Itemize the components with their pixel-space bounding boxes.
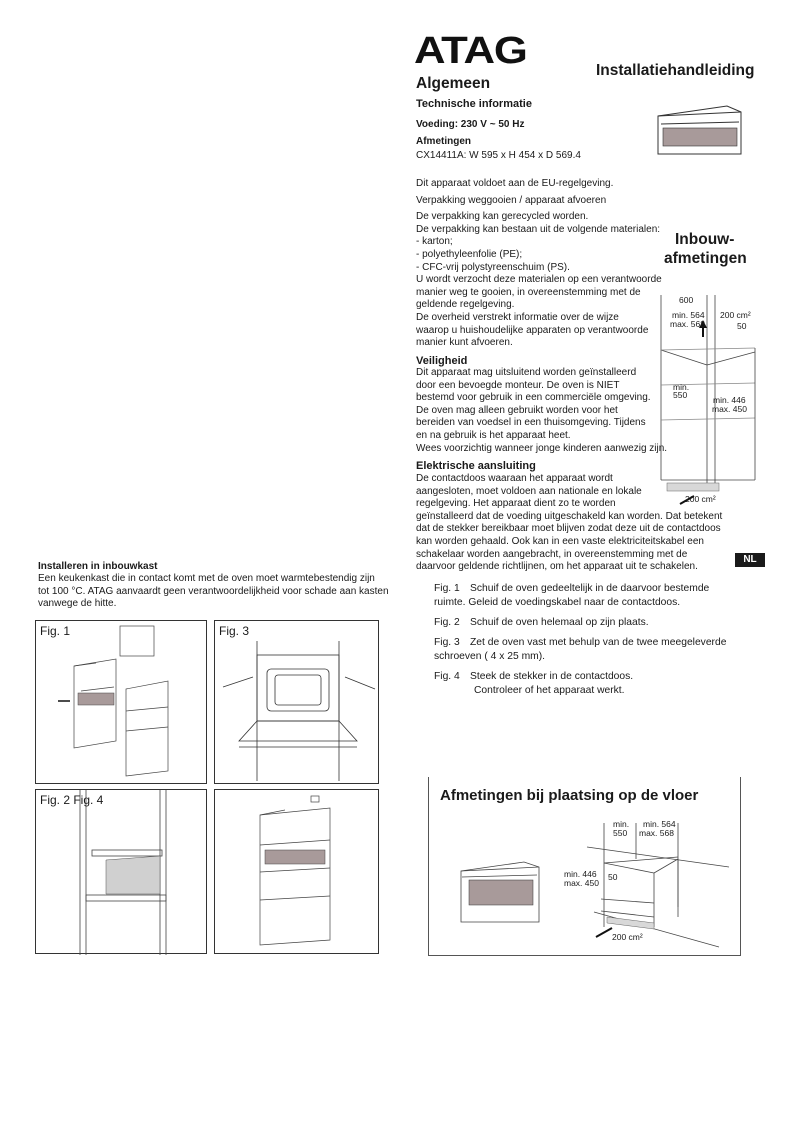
text-line: Een keukenkast die in contact komt met de oven moet warmtebestendig zijn [38, 573, 375, 584]
floor-dim-gap: 50 [608, 872, 618, 882]
step-text: Schuif de oven helemaal op zijn plaats. [470, 617, 649, 628]
oven-illustration [655, 102, 745, 158]
text-line: Dit apparaat voldoet aan de EU-regelgeving. [416, 178, 614, 189]
text-line: regelgeving. Het apparaat dient zo te worden [416, 498, 616, 510]
document-title: Installatiehandleiding [596, 62, 755, 79]
floor-dim-vent: 200 cm² [612, 932, 643, 942]
text-line: De verpakking kan bestaan uit de volgende materialen: [416, 223, 661, 235]
figure-2-4-label: Fig. 2 Fig. 4 [40, 793, 104, 807]
text-line: - polyethyleenfolie (PE); [416, 248, 523, 260]
floor-dim-max-450: max. 450 [564, 878, 599, 888]
text-line: bereiden van voedsel in een thuisomgeving. Tijdens [416, 417, 646, 429]
built-in-heading-1: Inbouw- [675, 231, 735, 248]
dim-max-568: max. 568 [670, 319, 705, 329]
dim-width: 600 [679, 295, 694, 305]
text-line: - CFC-vrij polystyreenschuim (PS). [416, 261, 570, 273]
dim-gap: 50 [737, 321, 747, 331]
floor-dim-min-446: min. 446 [564, 869, 597, 879]
dim-min-550-b: 550 [673, 390, 688, 400]
text-line: De overheid verstrekt informatie over de wijze [416, 311, 619, 323]
text-line: aangesloten, moet voldoen aan nationale en lokale [416, 485, 642, 497]
text-line: manier kunt afvoeren. [416, 337, 513, 349]
power-spec: Voeding: 230 V ~ 50 Hz [416, 119, 525, 130]
text-line: - karton; [416, 236, 453, 248]
step-text: Schuif de oven gedeeltelijk in de daarvoor bestemde [470, 583, 710, 594]
text-line: kan worden gehaald. Ook kan in een vaste elektriciteitskabel een [416, 535, 704, 547]
general-text [416, 178, 662, 350]
figure-2-4 [35, 789, 207, 954]
step-4 [434, 670, 726, 684]
step-text-cont: schroeven ( 4 x 25 mm). [434, 651, 546, 662]
step-text-cont: ruimte. Geleid de voedingskabel naar de contactdoos. [434, 597, 681, 608]
installation-steps [434, 582, 726, 698]
step-text: Zet de oven vast met behulp van de twee meegeleverde [470, 637, 727, 648]
floor-dim-min-564: min. 564 [643, 819, 676, 829]
dim-min-564: min. 564 [672, 310, 705, 320]
text-line: De contactdoos waaraan het apparaat wordt [416, 473, 613, 484]
text-line: tot 100 °C. ATAG aanvaardt geen verantwoordelijkheid voor schade aan kasten [38, 585, 389, 597]
dim-min-550-a: min. [673, 382, 690, 392]
safety-text [416, 367, 667, 455]
step-fig: Fig. 1 [434, 583, 460, 594]
language-badge: NL [735, 553, 765, 567]
text-line: schakelaar worden aangebracht, in overeenstemming met de [416, 548, 688, 560]
text-line: U wordt verzocht deze materialen op een verantwoorde [416, 274, 662, 286]
text-line: bestemd voor gebruik in een commerciële omgeving. [416, 392, 651, 404]
step-fig: Fig. 4 [434, 671, 460, 682]
floor-placement-heading: Afmetingen bij plaatsing op de vloer [440, 787, 699, 804]
text-line: manier weg te gooien, in overeenstemming met de [416, 286, 641, 298]
built-in-dimensions-diagram [655, 290, 765, 508]
text-line: De verpakking kan gerecycled worden. [416, 211, 589, 223]
atag-logo: ATAG [414, 30, 527, 72]
text-line: De oven mag alleen gebruikt worden voor het [416, 404, 618, 416]
floor-dim-min-550-a: min. [613, 819, 630, 829]
text-line: en na gebruik is het apparaat heet. [416, 429, 571, 441]
built-in-heading-2: afmetingen [664, 250, 747, 267]
text-line: Wees voorzichtig wanneer jonge kinderen aanwezig zijn. [416, 442, 668, 454]
dim-vent-top: 200 cm² [720, 310, 751, 320]
step-1 [434, 582, 726, 596]
dim-vent-bottom: 200 cm² [685, 494, 716, 504]
safety-heading: Veiligheid [416, 355, 468, 367]
electric-heading: Elektrische aansluiting [416, 460, 536, 472]
step-text-cont: Controleer of het apparaat werkt. [474, 685, 625, 696]
text-line: geldende regelgeving. [416, 299, 515, 311]
step-3 [434, 636, 726, 650]
text-line: daarvoor geldende richtlijnen, om het apparaat uit te schakelen. [416, 561, 698, 573]
tech-info-heading: Technische informatie [416, 98, 532, 110]
section-general-heading: Algemeen [416, 75, 491, 92]
figure-1 [35, 620, 207, 784]
floor-placement-box [428, 777, 741, 956]
text-line: Verpakking weggooien / apparaat afvoeren [416, 194, 607, 206]
figure-3 [214, 620, 379, 784]
text-line: dat de stekker bereikbaar moet blijven zodat deze uit de contactdoos [416, 523, 721, 535]
figure-4 [214, 789, 379, 954]
dimensions-heading: Afmetingen [416, 136, 471, 147]
text-line: waarop u huishoudelijke apparaten op verantwoorde [416, 324, 649, 336]
text-line: door een bevoegde monteur. De oven is NIET [416, 379, 620, 391]
floor-dim-max-568: max. 568 [639, 828, 674, 838]
step-fig: Fig. 2 [434, 617, 460, 628]
dimensions-value: CX14411A: W 595 x H 454 x D 569.4 [416, 150, 581, 161]
floor-dim-min-550-b: 550 [613, 828, 628, 838]
install-heading: Installeren in inbouwkast [38, 561, 158, 572]
dim-min-446: min. 446 [713, 395, 746, 405]
dim-max-450: max. 450 [712, 404, 747, 414]
step-text: Steek de stekker in de contactdoos. [470, 671, 634, 682]
figure-3-label: Fig. 3 [219, 624, 250, 638]
text-line: Dit apparaat mag uitsluitend worden geïnstalleerd [416, 367, 637, 378]
step-fig: Fig. 3 [434, 637, 460, 648]
text-line: geïnstalleerd dat de voeding uitgeschakeld kan worden. Dat betekent [416, 510, 723, 522]
step-2 [434, 616, 726, 630]
install-text [38, 573, 389, 611]
figure-1-label: Fig. 1 [40, 624, 71, 638]
text-line: vanwege de hitte. [38, 598, 117, 610]
